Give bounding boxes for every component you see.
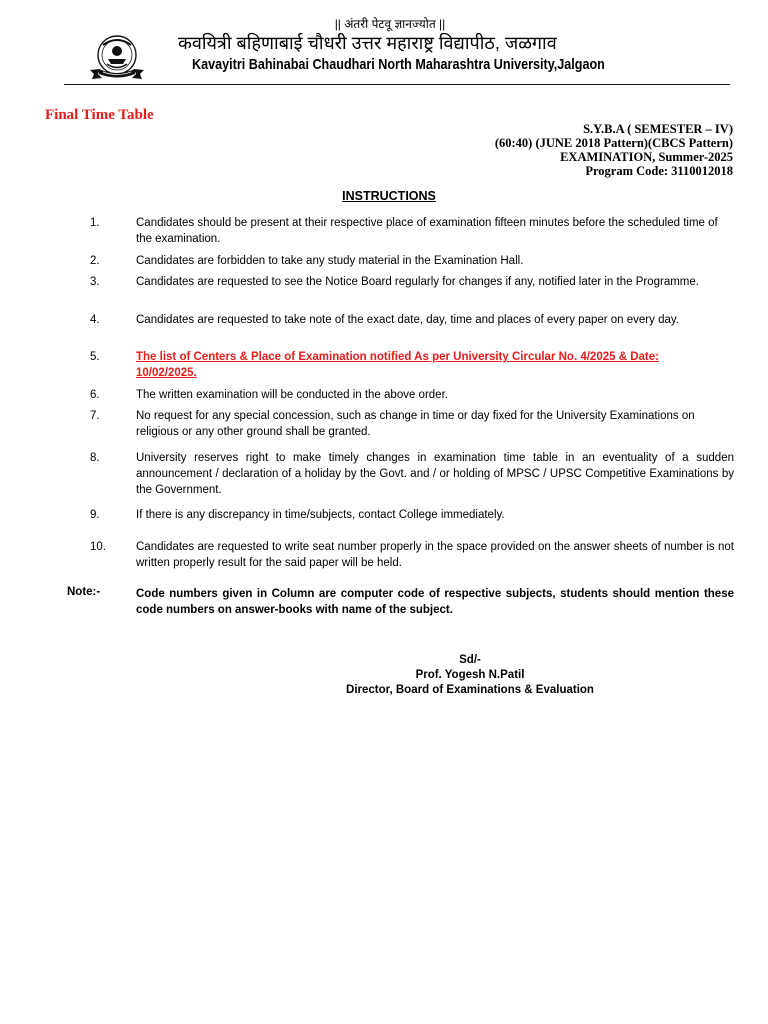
instruction-number: 7. <box>90 410 100 422</box>
circular-notice-text: The list of Centers & Place of Examination notified As per University Circular No. 4/2025 & Date: 10/02/2025. <box>136 351 659 379</box>
university-motto: || अंतरी पेटवू ज्ञानज्योत || <box>334 17 446 31</box>
instruction-text: No request for any special concession, such as change in time or day fixed for the University Examinations on religious or any other ground shall be granted. <box>136 410 695 438</box>
note-text: Code numbers given in Column are computer code of respective subjects, students should mention these code numbers on answer-books with name of the subject. <box>136 588 734 616</box>
exam-details <box>495 122 733 178</box>
instruction-text: University reserves right to make timely changes in examination time table in an eventuality of a sudden announcement / declaration of a holiday by the Govt. and / or holding of MPSC / UPSC Competitive Examinations by the Government. <box>136 452 734 496</box>
instruction-number: 10. <box>90 541 106 553</box>
instruction-number: 9. <box>90 509 100 521</box>
instruction-number: 4. <box>90 314 100 326</box>
exam-pattern: (60:40) (JUNE 2018 Pattern)(CBCS Pattern) <box>494 136 733 150</box>
instruction-number: 6. <box>90 389 100 401</box>
signatory-designation: Director, Board of Examinations & Evaluation <box>346 684 594 696</box>
instruction-text: Candidates are requested to write seat number properly in the space provided on the answer sheets of number is not written properly result for the said paper will be held. <box>136 541 734 569</box>
exam-class-semester: S.Y.B.A ( SEMESTER – IV) <box>583 122 733 136</box>
instruction-text: Candidates should be present at their respective place of examination fifteen minutes before the scheduled time of the examination. <box>136 217 718 245</box>
signatory-name: Prof. Yogesh N.Patil <box>415 669 525 681</box>
university-emblem-icon <box>86 33 148 81</box>
instruction-text: Candidates are forbidden to take any study material in the Examination Hall. <box>136 255 524 267</box>
instruction-text: The written examination will be conducted in the above order. <box>136 389 448 401</box>
instruction-number: 8. <box>90 452 100 464</box>
signature-sd: Sd/- <box>459 654 481 666</box>
instruction-number: 3. <box>90 276 100 288</box>
exam-session: EXAMINATION, Summer-2025 <box>560 150 733 164</box>
instruction-text: If there is any discrepancy in time/subjects, contact College immediately. <box>136 509 505 521</box>
instruction-text: Candidates are requested to see the Notice Board regularly for changes if any, notified later in the Programme. <box>136 276 699 288</box>
university-name-marathi: कवयित्री बहिणाबाई चौधरी उत्तर महाराष्ट्र विद्यापीठ, जळगाव <box>178 33 557 53</box>
instruction-text: Candidates are requested to take note of the exact date, day, time and places of every paper on every day. <box>136 314 679 326</box>
instruction-number: 1. <box>90 217 100 229</box>
instructions-heading: INSTRUCTIONS <box>342 189 436 203</box>
instruction-number: 5. <box>90 351 100 363</box>
university-name-english: Kavayitri Bahinabai Chaudhari North Maharashtra University,Jalgaon <box>192 56 605 73</box>
header-divider <box>64 84 730 85</box>
instruction-number: 2. <box>90 255 100 267</box>
page-title: Final Time Table <box>45 107 154 123</box>
note-label: Note:- <box>67 586 101 598</box>
program-code: Program Code: 3110012018 <box>585 164 733 178</box>
